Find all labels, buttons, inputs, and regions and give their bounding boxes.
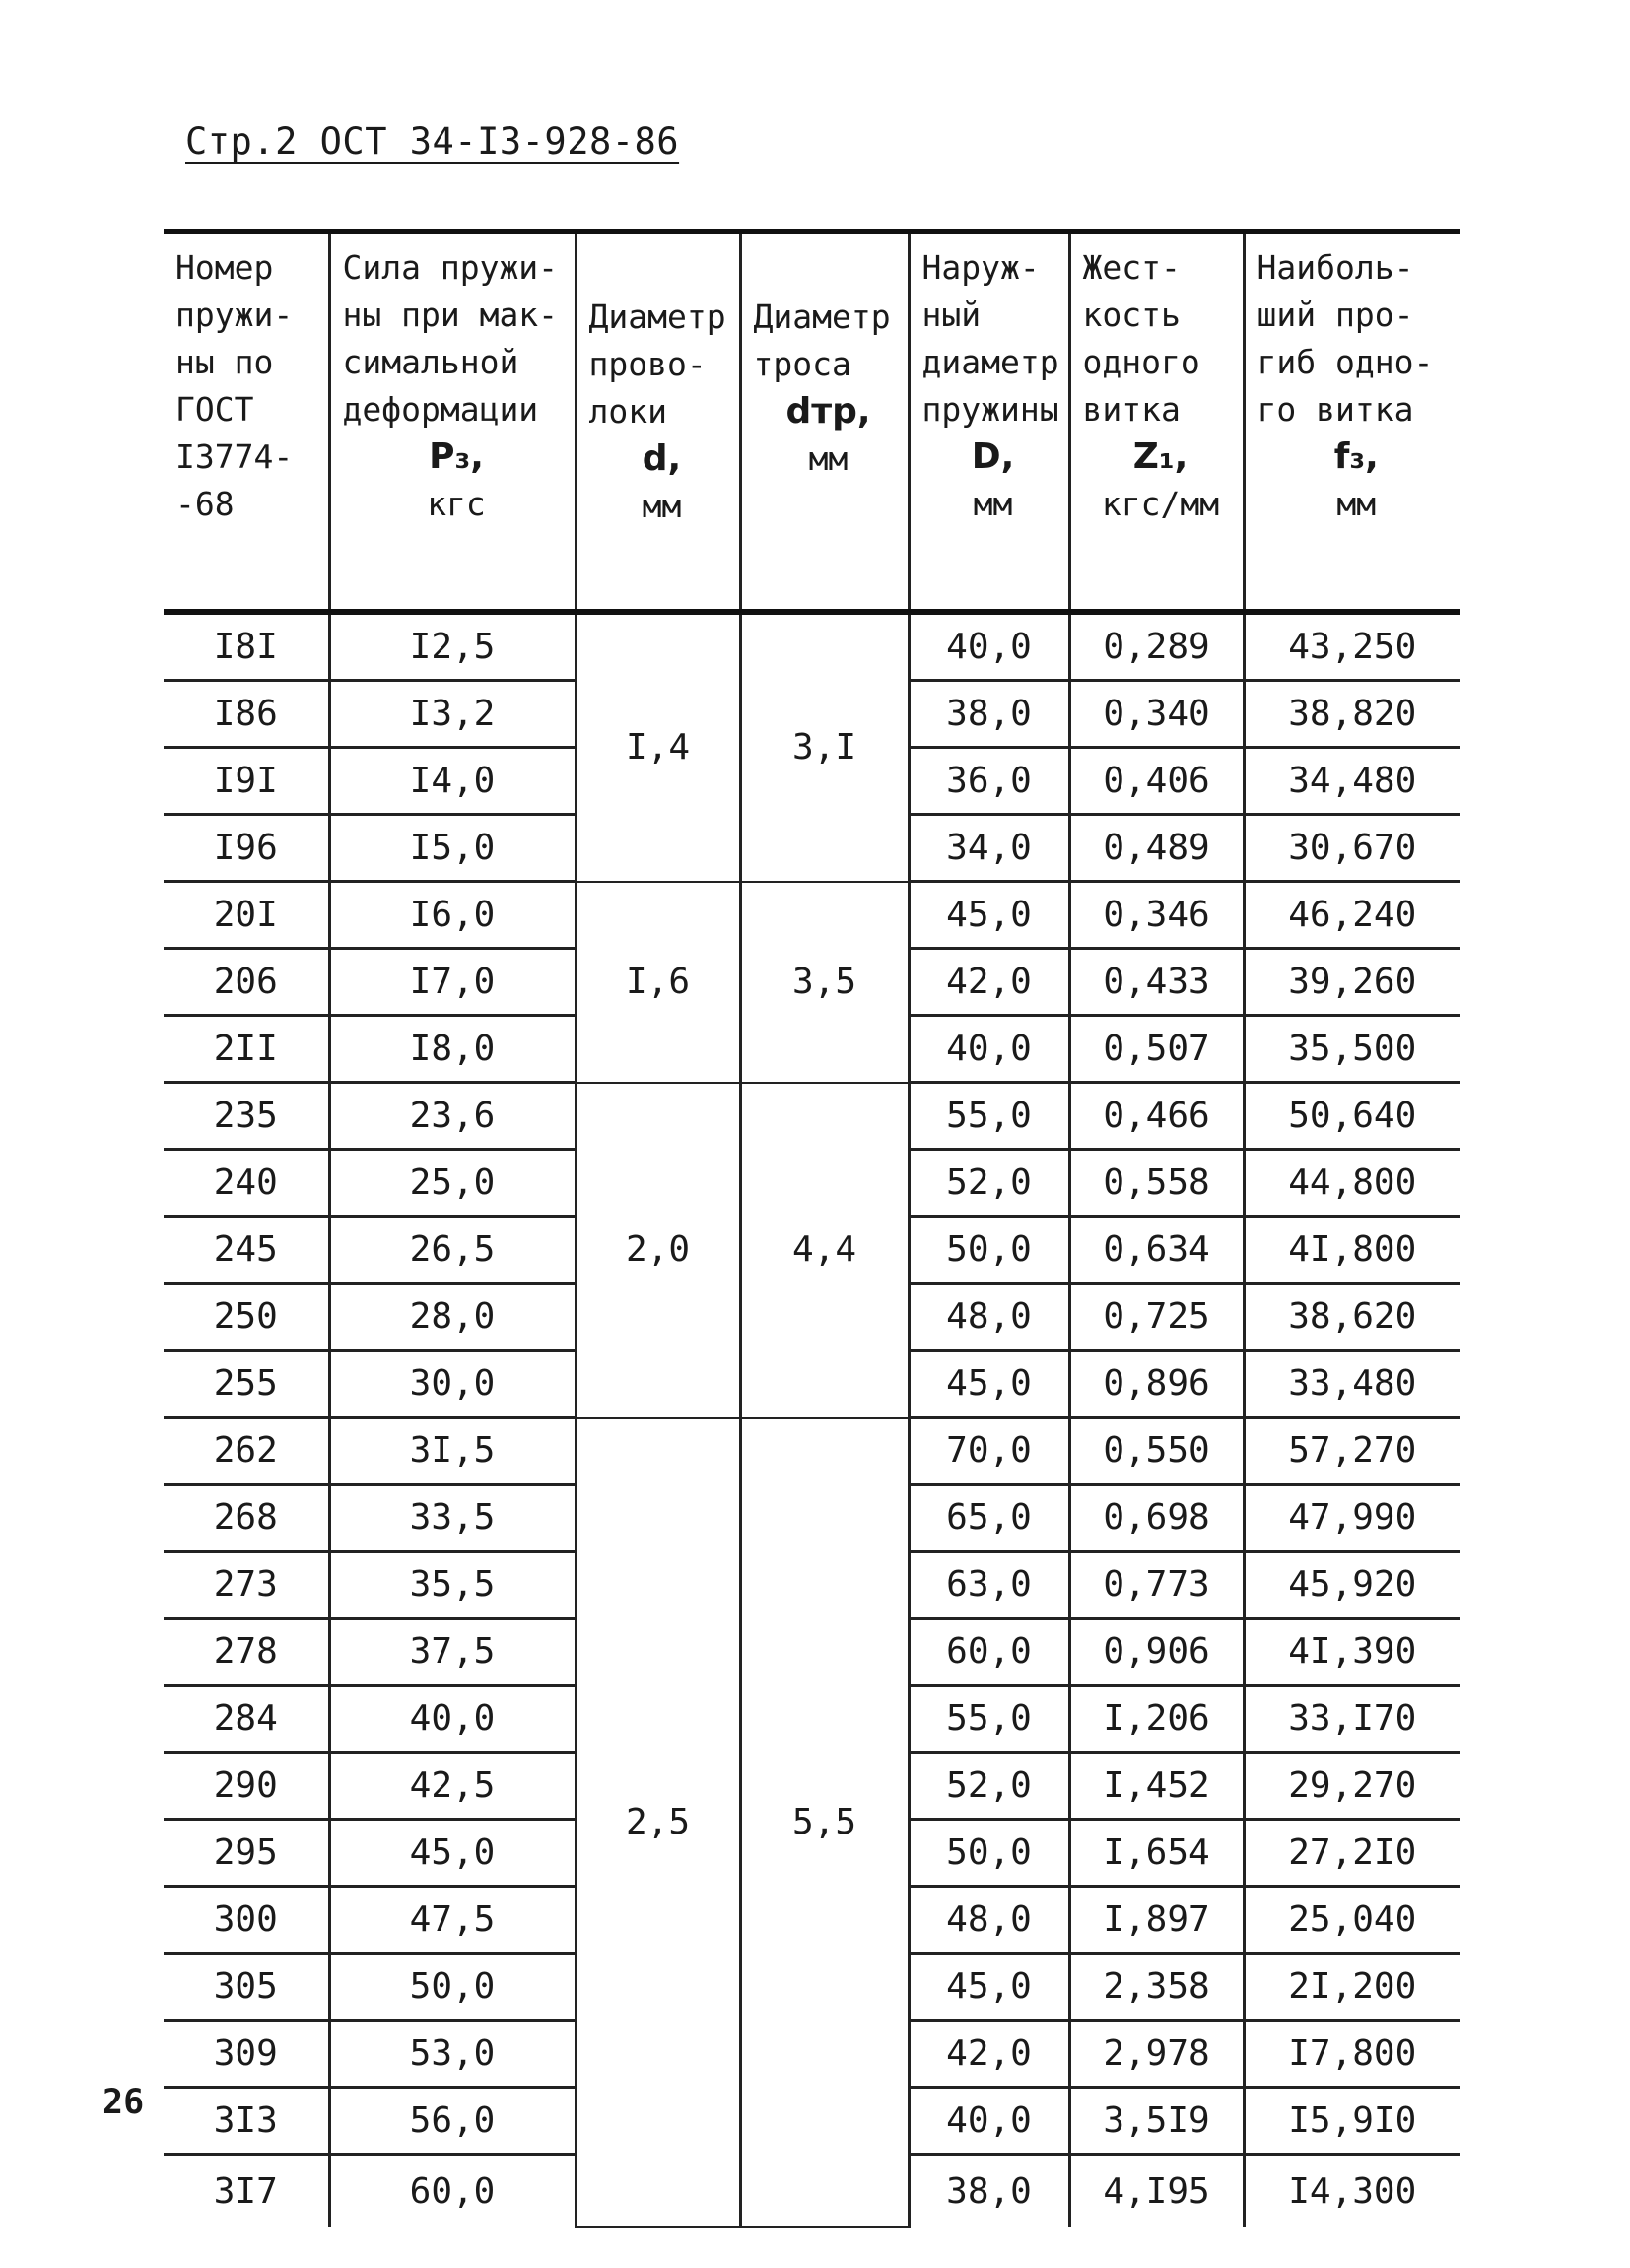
cell-spring-force: 28,0: [329, 1284, 576, 1351]
page-number: 26: [102, 2083, 145, 2122]
col-header-stiffness: [1069, 232, 1244, 612]
cell-outer-diameter: 48,0: [909, 1887, 1069, 1954]
cell-max-deflection: 33,I70: [1244, 1686, 1460, 1753]
cell-spring-number: 235: [164, 1083, 329, 1150]
cell-stiffness: I,206: [1069, 1686, 1244, 1753]
cell-outer-diameter: 63,0: [909, 1552, 1069, 1619]
cell-spring-number: 309: [164, 2021, 329, 2088]
cell-stiffness: 0,773: [1069, 1552, 1244, 1619]
cell-max-deflection: 29,270: [1244, 1753, 1460, 1820]
cell-spring-force: I2,5: [329, 612, 576, 681]
cell-spring-force: 42,5: [329, 1753, 576, 1820]
cell-outer-diameter: 45,0: [909, 882, 1069, 949]
cell-outer-diameter: 45,0: [909, 1351, 1069, 1418]
cell-max-deflection: 57,270: [1244, 1418, 1460, 1485]
cell-max-deflection: I5,9I0: [1244, 2088, 1460, 2155]
cell-spring-force: 33,5: [329, 1485, 576, 1552]
cell-max-deflection: 27,2I0: [1244, 1820, 1460, 1887]
table-body: [164, 612, 1460, 2227]
cell-spring-number: 284: [164, 1686, 329, 1753]
col-header-wire-diameter: [576, 232, 740, 612]
col-label: Наиболь- ший про- гиб одно- го витка: [1256, 248, 1434, 429]
cell-spring-number: 300: [164, 1887, 329, 1954]
col-header-outer-diameter: [909, 232, 1069, 612]
cell-stiffness: I,452: [1069, 1753, 1244, 1820]
cell-max-deflection: 4I,800: [1244, 1217, 1460, 1284]
col-symbol: d,: [642, 438, 682, 479]
cell-spring-number: 262: [164, 1418, 329, 1485]
cell-outer-diameter: 55,0: [909, 1083, 1069, 1150]
cell-spring-force: I4,0: [329, 748, 576, 815]
cell-spring-number: 268: [164, 1485, 329, 1552]
cell-spring-force: 56,0: [329, 2088, 576, 2155]
cell-stiffness: 0,433: [1069, 949, 1244, 1016]
cell-stiffness: I,897: [1069, 1887, 1244, 1954]
cell-stiffness: 0,634: [1069, 1217, 1244, 1284]
cell-stiffness: 3,5I9: [1069, 2088, 1244, 2155]
cell-stiffness: 0,406: [1069, 748, 1244, 815]
col-symbol: dтр,: [785, 391, 871, 432]
cell-stiffness: 2,358: [1069, 1954, 1244, 2021]
col-label: Диаметр троса: [753, 298, 891, 383]
col-unit: кгс/мм: [1101, 485, 1220, 523]
cell-spring-number: 255: [164, 1351, 329, 1418]
cell-spring-force: 60,0: [329, 2155, 576, 2228]
cell-spring-force: 35,5: [329, 1552, 576, 1619]
cell-outer-diameter: 38,0: [909, 2155, 1069, 2228]
cell-spring-number: I8I: [164, 612, 329, 681]
cell-wire-diameter: 2,5: [576, 1418, 740, 2228]
cell-outer-diameter: 52,0: [909, 1150, 1069, 1217]
col-symbol: f₃,: [1333, 436, 1379, 477]
cell-spring-number: 278: [164, 1619, 329, 1686]
cell-stiffness: I,654: [1069, 1820, 1244, 1887]
cell-spring-number: 290: [164, 1753, 329, 1820]
cell-max-deflection: 46,240: [1244, 882, 1460, 949]
cell-max-deflection: 43,250: [1244, 612, 1460, 681]
cell-outer-diameter: 34,0: [909, 815, 1069, 882]
col-symbol: Z₁,: [1132, 436, 1189, 477]
cell-spring-force: 3I,5: [329, 1418, 576, 1485]
cell-outer-diameter: 48,0: [909, 1284, 1069, 1351]
cell-spring-force: I6,0: [329, 882, 576, 949]
cell-max-deflection: 35,500: [1244, 1016, 1460, 1083]
cell-spring-force: 53,0: [329, 2021, 576, 2088]
document-header: Стр.2 ОСТ 34-I3-928-86: [185, 120, 680, 163]
cell-spring-number: 273: [164, 1552, 329, 1619]
col-unit: мм: [1336, 485, 1377, 523]
col-symbol: D,: [971, 436, 1015, 477]
cell-outer-diameter: 55,0: [909, 1686, 1069, 1753]
col-label: Диаметр прово- локи: [588, 298, 726, 431]
cell-max-deflection: I7,800: [1244, 2021, 1460, 2088]
cell-outer-diameter: 40,0: [909, 1016, 1069, 1083]
cell-spring-number: 20I: [164, 882, 329, 949]
cell-max-deflection: 34,480: [1244, 748, 1460, 815]
spring-spec-table: [164, 229, 1460, 2228]
col-unit: кгс: [427, 485, 486, 523]
cell-stiffness: 4,I95: [1069, 2155, 1244, 2228]
cell-wire-diameter: 2,0: [576, 1083, 740, 1418]
cell-spring-force: 50,0: [329, 1954, 576, 2021]
col-header-rope-diameter: [740, 232, 909, 612]
table-row: [164, 612, 1460, 681]
cell-spring-number: 206: [164, 949, 329, 1016]
cell-max-deflection: 38,620: [1244, 1284, 1460, 1351]
col-label: Жест- кость одного витка: [1082, 248, 1200, 429]
cell-wire-diameter: I,6: [576, 882, 740, 1083]
cell-spring-force: 47,5: [329, 1887, 576, 1954]
cell-spring-number: 240: [164, 1150, 329, 1217]
cell-spring-force: 40,0: [329, 1686, 576, 1753]
cell-spring-number: 3I3: [164, 2088, 329, 2155]
cell-stiffness: 0,489: [1069, 815, 1244, 882]
cell-outer-diameter: 52,0: [909, 1753, 1069, 1820]
cell-spring-force: 45,0: [329, 1820, 576, 1887]
cell-spring-number: 2II: [164, 1016, 329, 1083]
col-label: Номер пружи- ны по ГОСТ I3774- -68: [175, 248, 294, 523]
cell-max-deflection: 30,670: [1244, 815, 1460, 882]
cell-max-deflection: 25,040: [1244, 1887, 1460, 1954]
cell-outer-diameter: 65,0: [909, 1485, 1069, 1552]
cell-spring-force: I8,0: [329, 1016, 576, 1083]
cell-outer-diameter: 42,0: [909, 949, 1069, 1016]
cell-wire-diameter: I,4: [576, 612, 740, 882]
cell-stiffness: 0,725: [1069, 1284, 1244, 1351]
col-header-spring-number: [164, 232, 329, 612]
cell-stiffness: 0,507: [1069, 1016, 1244, 1083]
cell-spring-force: I3,2: [329, 681, 576, 748]
cell-stiffness: 0,289: [1069, 612, 1244, 681]
cell-outer-diameter: 42,0: [909, 2021, 1069, 2088]
cell-stiffness: 0,346: [1069, 882, 1244, 949]
col-label: Наруж- ный диаметр пружины: [921, 248, 1059, 429]
col-unit: мм: [973, 485, 1013, 523]
col-header-max-deflection: [1244, 232, 1460, 612]
cell-max-deflection: 33,480: [1244, 1351, 1460, 1418]
cell-spring-number: 250: [164, 1284, 329, 1351]
col-symbol: P₃,: [429, 436, 484, 477]
cell-stiffness: 0,698: [1069, 1485, 1244, 1552]
cell-spring-force: 30,0: [329, 1351, 576, 1418]
table-row: [164, 1418, 1460, 1485]
table-row: [164, 882, 1460, 949]
cell-spring-number: 245: [164, 1217, 329, 1284]
cell-spring-force: 25,0: [329, 1150, 576, 1217]
cell-max-deflection: 45,920: [1244, 1552, 1460, 1619]
cell-max-deflection: 38,820: [1244, 681, 1460, 748]
table-row: [164, 1083, 1460, 1150]
cell-stiffness: 0,896: [1069, 1351, 1244, 1418]
cell-outer-diameter: 40,0: [909, 612, 1069, 681]
cell-outer-diameter: 38,0: [909, 681, 1069, 748]
cell-spring-number: 295: [164, 1820, 329, 1887]
cell-stiffness: 0,466: [1069, 1083, 1244, 1150]
col-header-spring-force: [329, 232, 576, 612]
cell-outer-diameter: 50,0: [909, 1217, 1069, 1284]
cell-max-deflection: 50,640: [1244, 1083, 1460, 1150]
cell-spring-force: I7,0: [329, 949, 576, 1016]
cell-stiffness: 0,906: [1069, 1619, 1244, 1686]
cell-spring-force: 37,5: [329, 1619, 576, 1686]
cell-spring-number: 3I7: [213, 2170, 278, 2212]
col-unit: мм: [808, 439, 849, 478]
cell-spring-force: 23,6: [329, 1083, 576, 1150]
cell-outer-diameter: 70,0: [909, 1418, 1069, 1485]
cell-stiffness: 0,550: [1069, 1418, 1244, 1485]
cell-stiffness: 2,978: [1069, 2021, 1244, 2088]
cell-rope-diameter: 3,I: [740, 612, 909, 882]
cell-max-deflection: 47,990: [1244, 1485, 1460, 1552]
cell-spring-force: 26,5: [329, 1217, 576, 1284]
cell-stiffness: 0,340: [1069, 681, 1244, 748]
cell-outer-diameter: 36,0: [909, 748, 1069, 815]
table-header: [164, 232, 1460, 612]
cell-outer-diameter: 40,0: [909, 2088, 1069, 2155]
cell-spring-number: 305: [164, 1954, 329, 2021]
cell-outer-diameter: 45,0: [909, 1954, 1069, 2021]
cell-max-deflection: 2I,200: [1244, 1954, 1460, 2021]
cell-max-deflection: 4I,390: [1244, 1619, 1460, 1686]
cell-spring-number: I9I: [164, 748, 329, 815]
cell-max-deflection: 44,800: [1244, 1150, 1460, 1217]
col-unit: мм: [642, 487, 682, 525]
cell-spring-number: I96: [164, 815, 329, 882]
cell-stiffness: 0,558: [1069, 1150, 1244, 1217]
cell-rope-diameter: 4,4: [740, 1083, 909, 1418]
cell-spring-number: I86: [164, 681, 329, 748]
cell-max-deflection: I4,300: [1244, 2155, 1460, 2228]
cell-spring-force: I5,0: [329, 815, 576, 882]
cell-rope-diameter: 5,5: [740, 1418, 909, 2228]
cell-max-deflection: 39,260: [1244, 949, 1460, 1016]
col-label: Сила пружи- ны при мак- симальной деформации: [342, 248, 559, 429]
cell-outer-diameter: 50,0: [909, 1820, 1069, 1887]
cell-outer-diameter: 60,0: [909, 1619, 1069, 1686]
cell-rope-diameter: 3,5: [740, 882, 909, 1083]
